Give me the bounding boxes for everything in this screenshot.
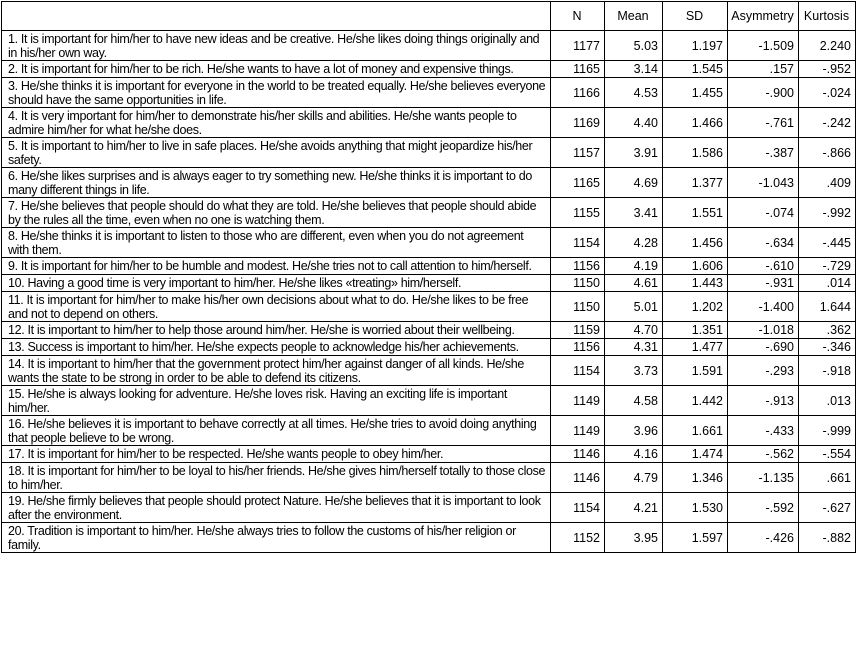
- sd-value: 1.474: [663, 446, 728, 463]
- kurtosis-value: 2.240: [799, 31, 856, 61]
- item-text: 18. It is important for him/her to be loyal to his/her friends. He/she gives him/herself totally to those close to him/her.: [2, 463, 551, 493]
- asymmetry-value: -.433: [728, 416, 799, 446]
- asymmetry-value: -1.018: [728, 322, 799, 339]
- n-value: 1152: [551, 523, 605, 553]
- kurtosis-value: -.882: [799, 523, 856, 553]
- header-n: N: [551, 2, 605, 31]
- item-text: 11. It is important for him/her to make his/her own decisions about what to do. He/she likes to be free and not to depend on others.: [2, 292, 551, 322]
- n-value: 1149: [551, 386, 605, 416]
- table-row: [2, 78, 856, 108]
- item-text: 16. He/she believes it is important to behave correctly at all times. He/she tries to avoid doing anything that people believe to be wrong.: [2, 416, 551, 446]
- item-text: 13. Success is important to him/her. He/she expects people to acknowledge his/her achievements.: [2, 339, 551, 356]
- n-value: 1154: [551, 228, 605, 258]
- item-text: 10. Having a good time is very important to him/her. He/she likes «treating» him/herself.: [2, 275, 551, 292]
- kurtosis-value: -.346: [799, 339, 856, 356]
- n-value: 1156: [551, 339, 605, 356]
- n-value: 1146: [551, 446, 605, 463]
- mean-value: 4.61: [605, 275, 663, 292]
- table-row: [2, 198, 856, 228]
- item-text: 2. It is important for him/her to be rich. He/she wants to have a lot of money and expensive things.: [2, 61, 551, 78]
- asymmetry-value: -.562: [728, 446, 799, 463]
- n-value: 1150: [551, 292, 605, 322]
- item-text: 9. It is important for him/her to be humble and modest. He/she tries not to call attention to him/herself.: [2, 258, 551, 275]
- kurtosis-value: 1.644: [799, 292, 856, 322]
- mean-value: 4.19: [605, 258, 663, 275]
- sd-value: 1.346: [663, 463, 728, 493]
- sd-value: 1.661: [663, 416, 728, 446]
- mean-value: 4.53: [605, 78, 663, 108]
- table-row: [2, 523, 856, 553]
- n-value: 1177: [551, 31, 605, 61]
- kurtosis-value: -.445: [799, 228, 856, 258]
- n-value: 1156: [551, 258, 605, 275]
- asymmetry-value: -.900: [728, 78, 799, 108]
- n-value: 1150: [551, 275, 605, 292]
- kurtosis-value: -.999: [799, 416, 856, 446]
- mean-value: 4.40: [605, 108, 663, 138]
- table-row: [2, 108, 856, 138]
- kurtosis-value: .661: [799, 463, 856, 493]
- table-row: [2, 416, 856, 446]
- item-text: 5. It is important to him/her to live in safe places. He/she avoids anything that might jeopardize his/her safety.: [2, 138, 551, 168]
- kurtosis-value: -.866: [799, 138, 856, 168]
- mean-value: 3.96: [605, 416, 663, 446]
- mean-value: 4.16: [605, 446, 663, 463]
- sd-value: 1.466: [663, 108, 728, 138]
- mean-value: 3.73: [605, 356, 663, 386]
- n-value: 1159: [551, 322, 605, 339]
- asymmetry-value: -.592: [728, 493, 799, 523]
- sd-value: 1.443: [663, 275, 728, 292]
- header-item: [2, 2, 551, 31]
- table-row: [2, 386, 856, 416]
- table-row: [2, 446, 856, 463]
- sd-value: 1.202: [663, 292, 728, 322]
- asymmetry-value: -1.400: [728, 292, 799, 322]
- n-value: 1155: [551, 198, 605, 228]
- kurtosis-value: -.554: [799, 446, 856, 463]
- table-row: [2, 339, 856, 356]
- mean-value: 4.70: [605, 322, 663, 339]
- mean-value: 3.91: [605, 138, 663, 168]
- table-row: [2, 292, 856, 322]
- kurtosis-value: -.918: [799, 356, 856, 386]
- n-value: 1154: [551, 356, 605, 386]
- table-row: [2, 138, 856, 168]
- mean-value: 3.95: [605, 523, 663, 553]
- kurtosis-value: -.627: [799, 493, 856, 523]
- sd-value: 1.377: [663, 168, 728, 198]
- asymmetry-value: -.634: [728, 228, 799, 258]
- sd-value: 1.442: [663, 386, 728, 416]
- asymmetry-value: -1.043: [728, 168, 799, 198]
- item-text: 20. Tradition is important to him/her. He/she always tries to follow the customs of his/her religion or family.: [2, 523, 551, 553]
- statistics-table: [1, 1, 856, 553]
- n-value: 1157: [551, 138, 605, 168]
- item-text: 7. He/she believes that people should do what they are told. He/she believes that people should abide by the rules all the time, even when no one is watching them.: [2, 198, 551, 228]
- sd-value: 1.477: [663, 339, 728, 356]
- item-text: 15. He/she is always looking for adventure. He/she loves risk. Having an exciting life is important him/her.: [2, 386, 551, 416]
- kurtosis-value: -.729: [799, 258, 856, 275]
- mean-value: 4.58: [605, 386, 663, 416]
- asymmetry-value: -.931: [728, 275, 799, 292]
- item-text: 4. It is very important for him/her to demonstrate his/her skills and abilities. He/she wants people to admire him/her for what he/she does.: [2, 108, 551, 138]
- mean-value: 5.01: [605, 292, 663, 322]
- kurtosis-value: .013: [799, 386, 856, 416]
- asymmetry-value: -.074: [728, 198, 799, 228]
- table-row: [2, 61, 856, 78]
- n-value: 1146: [551, 463, 605, 493]
- item-text: 6. He/she likes surprises and is always eager to try something new. He/she thinks it is important to do many different things in life.: [2, 168, 551, 198]
- mean-value: 3.41: [605, 198, 663, 228]
- n-value: 1165: [551, 168, 605, 198]
- asymmetry-value: -1.509: [728, 31, 799, 61]
- item-text: 17. It is important for him/her to be respected. He/she wants people to obey him/her.: [2, 446, 551, 463]
- item-text: 3. He/she thinks it is important for everyone in the world to be treated equally. He/she believes everyone should have the same opportunities in life.: [2, 78, 551, 108]
- kurtosis-value: .409: [799, 168, 856, 198]
- mean-value: 3.14: [605, 61, 663, 78]
- table-row: [2, 258, 856, 275]
- item-text: 12. It is important to him/her to help those around him/her. He/she is worried about their wellbeing.: [2, 322, 551, 339]
- asymmetry-value: -1.135: [728, 463, 799, 493]
- sd-value: 1.597: [663, 523, 728, 553]
- n-value: 1149: [551, 416, 605, 446]
- sd-value: 1.586: [663, 138, 728, 168]
- asymmetry-value: -.610: [728, 258, 799, 275]
- table-row: [2, 31, 856, 61]
- asymmetry-value: .157: [728, 61, 799, 78]
- header-row: [2, 2, 856, 31]
- item-text: 1. It is important for him/her to have new ideas and be creative. He/she likes doing things originally and in his/her own way.: [2, 31, 551, 61]
- sd-value: 1.551: [663, 198, 728, 228]
- sd-value: 1.606: [663, 258, 728, 275]
- header-kurtosis: Kurtosis: [799, 2, 856, 31]
- header-mean: Mean: [605, 2, 663, 31]
- table-row: [2, 168, 856, 198]
- asymmetry-value: -.761: [728, 108, 799, 138]
- sd-value: 1.456: [663, 228, 728, 258]
- sd-value: 1.455: [663, 78, 728, 108]
- asymmetry-value: -.387: [728, 138, 799, 168]
- asymmetry-value: -.913: [728, 386, 799, 416]
- item-text: 14. It is important to him/her that the government protect him/her against danger of all kinds. He/she wants the state to be strong in order to be able to defend its citizens.: [2, 356, 551, 386]
- mean-value: 4.28: [605, 228, 663, 258]
- kurtosis-value: .362: [799, 322, 856, 339]
- asymmetry-value: -.690: [728, 339, 799, 356]
- item-text: 19. He/she firmly believes that people should protect Nature. He/she believes that it is important to look after the environment.: [2, 493, 551, 523]
- n-value: 1169: [551, 108, 605, 138]
- mean-value: 4.79: [605, 463, 663, 493]
- kurtosis-value: -.992: [799, 198, 856, 228]
- table-row: [2, 493, 856, 523]
- asymmetry-value: -.293: [728, 356, 799, 386]
- sd-value: 1.545: [663, 61, 728, 78]
- kurtosis-value: -.952: [799, 61, 856, 78]
- header-sd: SD: [663, 2, 728, 31]
- mean-value: 4.31: [605, 339, 663, 356]
- sd-value: 1.530: [663, 493, 728, 523]
- mean-value: 4.21: [605, 493, 663, 523]
- table-row: [2, 356, 856, 386]
- sd-value: 1.197: [663, 31, 728, 61]
- table-row: [2, 228, 856, 258]
- n-value: 1166: [551, 78, 605, 108]
- sd-value: 1.591: [663, 356, 728, 386]
- item-text: 8. He/she thinks it is important to listen to those who are different, even when you do not agreement with them.: [2, 228, 551, 258]
- n-value: 1154: [551, 493, 605, 523]
- mean-value: 5.03: [605, 31, 663, 61]
- kurtosis-value: .014: [799, 275, 856, 292]
- table-row: [2, 275, 856, 292]
- kurtosis-value: -.242: [799, 108, 856, 138]
- n-value: 1165: [551, 61, 605, 78]
- header-asymmetry: Asymmetry: [728, 2, 799, 31]
- table-row: [2, 322, 856, 339]
- mean-value: 4.69: [605, 168, 663, 198]
- table-row: [2, 463, 856, 493]
- sd-value: 1.351: [663, 322, 728, 339]
- kurtosis-value: -.024: [799, 78, 856, 108]
- asymmetry-value: -.426: [728, 523, 799, 553]
